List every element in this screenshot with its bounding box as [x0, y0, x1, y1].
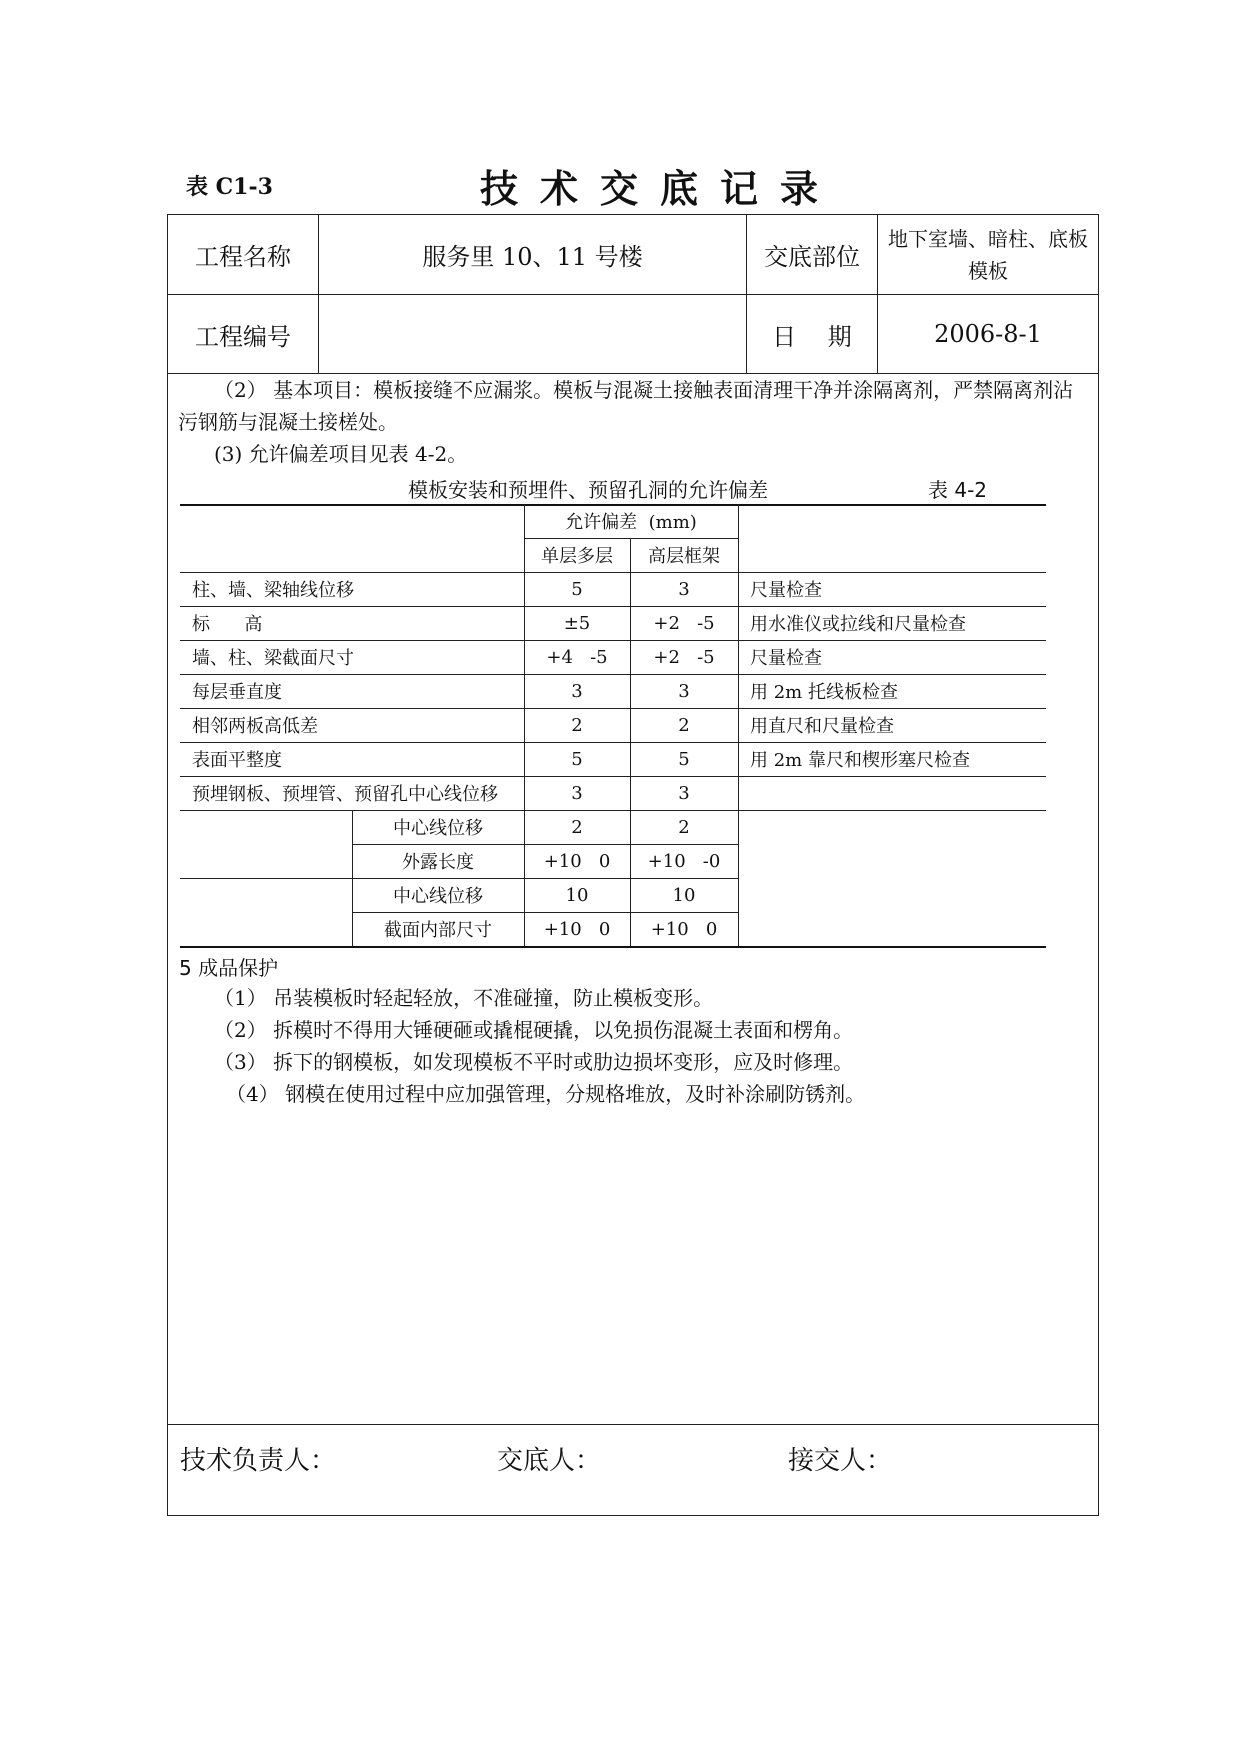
row-single: 3 [571, 680, 583, 702]
sub-row-single: 2 [571, 816, 583, 838]
location-label: 交底部位 [764, 243, 860, 271]
protection-item: （1） 吊装模板时轻起轻放，不准碰撞，防止模板变形。 [214, 986, 714, 1010]
section-5-title: 5 成品保护 [179, 956, 279, 980]
signature-tech-lead: 技术负责人： [180, 1446, 337, 1476]
row-method: 尺量检查 [750, 648, 822, 669]
date-value: 2006-8-1 [934, 320, 1042, 348]
date-label: 日 期 [772, 322, 852, 351]
sub-row-item: 中心线位移 [393, 818, 483, 839]
protection-item: （2） 拆模时不得用大锤硬砸或撬棍硬撬，以免损伤混凝土表面和楞角。 [214, 1018, 854, 1042]
sub-row-item: 中心线位移 [393, 886, 483, 907]
tolerance-header: 允许偏差 (mm) [565, 512, 697, 533]
sub-row-item: 外露长度 [402, 852, 474, 873]
row-single: 3 [571, 782, 583, 804]
row-single: +4 -5 [546, 646, 608, 668]
row-item: 每层垂直度 [192, 682, 282, 703]
row-item: 表面平整度 [192, 750, 282, 771]
item-3-paragraph: (3) 允许偏差项目见表 4-2。 [214, 442, 468, 466]
sub-row-high: +10 0 [650, 918, 718, 940]
sub-row-high: 2 [678, 816, 690, 838]
row-item: 标 高 [192, 614, 263, 635]
row-method: 用水准仪或拉线和尺量检查 [750, 614, 966, 635]
sub-row-high: 10 [672, 884, 696, 906]
table-label: 表 C1-3 [186, 174, 273, 200]
row-method: 用 2m 托线板检查 [750, 682, 898, 703]
row-single: 5 [571, 748, 583, 770]
tolerance-table [180, 504, 1046, 948]
sub-row-single: +10 0 [543, 918, 611, 940]
row-method: 用 2m 靠尺和楔形塞尺检查 [750, 750, 970, 771]
row-high: 3 [678, 680, 690, 702]
row-high: +2 -5 [653, 646, 715, 668]
project-name-label: 工程名称 [195, 243, 291, 271]
row-item: 墙、柱、梁截面尺寸 [192, 648, 354, 669]
tolerance-table-title: 模板安装和预埋件、预留孔洞的允许偏差 [408, 478, 768, 502]
project-name-value: 服务里 10、11 号楼 [422, 243, 643, 271]
column-high-rise-frame: 高层框架 [648, 546, 720, 567]
row-high: +2 -5 [653, 612, 715, 634]
row-single: 2 [571, 714, 583, 736]
sub-row-high: +10 -0 [647, 850, 721, 872]
row-method [738, 776, 1046, 810]
row-item: 相邻两板高低差 [192, 716, 318, 737]
signature-discloser: 交底人： [497, 1446, 602, 1476]
document-title: 技术交底记录 [480, 166, 841, 211]
signature-receiver: 接交人： [788, 1446, 893, 1476]
row-single: 5 [571, 578, 583, 600]
row-single: ±5 [563, 612, 591, 634]
row-high: 3 [678, 782, 690, 804]
protection-item: （3） 拆下的钢模板，如发现模板不平时或肋边损坏变形，应及时修理。 [214, 1050, 854, 1074]
project-no-label: 工程编号 [195, 322, 291, 351]
item-2-paragraph: （2） 基本项目：模板接缝不应漏浆。模板与混凝土接触表面清理干净并涂隔离剂，严禁隔离剂沾污钢筋与混凝土接槎处。 [178, 378, 1074, 434]
row-item: 柱、墙、梁轴线位移 [192, 580, 354, 601]
sub-row-single: +10 0 [543, 850, 611, 872]
protection-item: （4） 钢模在使用过程中应加强管理，分规格堆放，及时补涂刷防锈剂。 [226, 1082, 866, 1106]
location-value: 地下室墙、暗柱、底板模板 [888, 226, 1088, 283]
row-high: 2 [678, 714, 690, 736]
row-method: 尺量检查 [750, 580, 822, 601]
divider [167, 1424, 1099, 1425]
row-item: 预埋钢板、预埋管、预留孔中心线位移 [192, 784, 498, 805]
tolerance-table-number: 表 4-2 [928, 478, 988, 502]
sub-row-single: 10 [565, 884, 589, 906]
column-single-multi-storey: 单层多层 [541, 546, 613, 567]
row-high: 3 [678, 578, 690, 600]
project-no-value [319, 295, 746, 373]
row-high: 5 [678, 748, 690, 770]
row-method: 用直尺和尺量检查 [750, 716, 894, 737]
sub-row-item: 截面内部尺寸 [384, 920, 492, 941]
